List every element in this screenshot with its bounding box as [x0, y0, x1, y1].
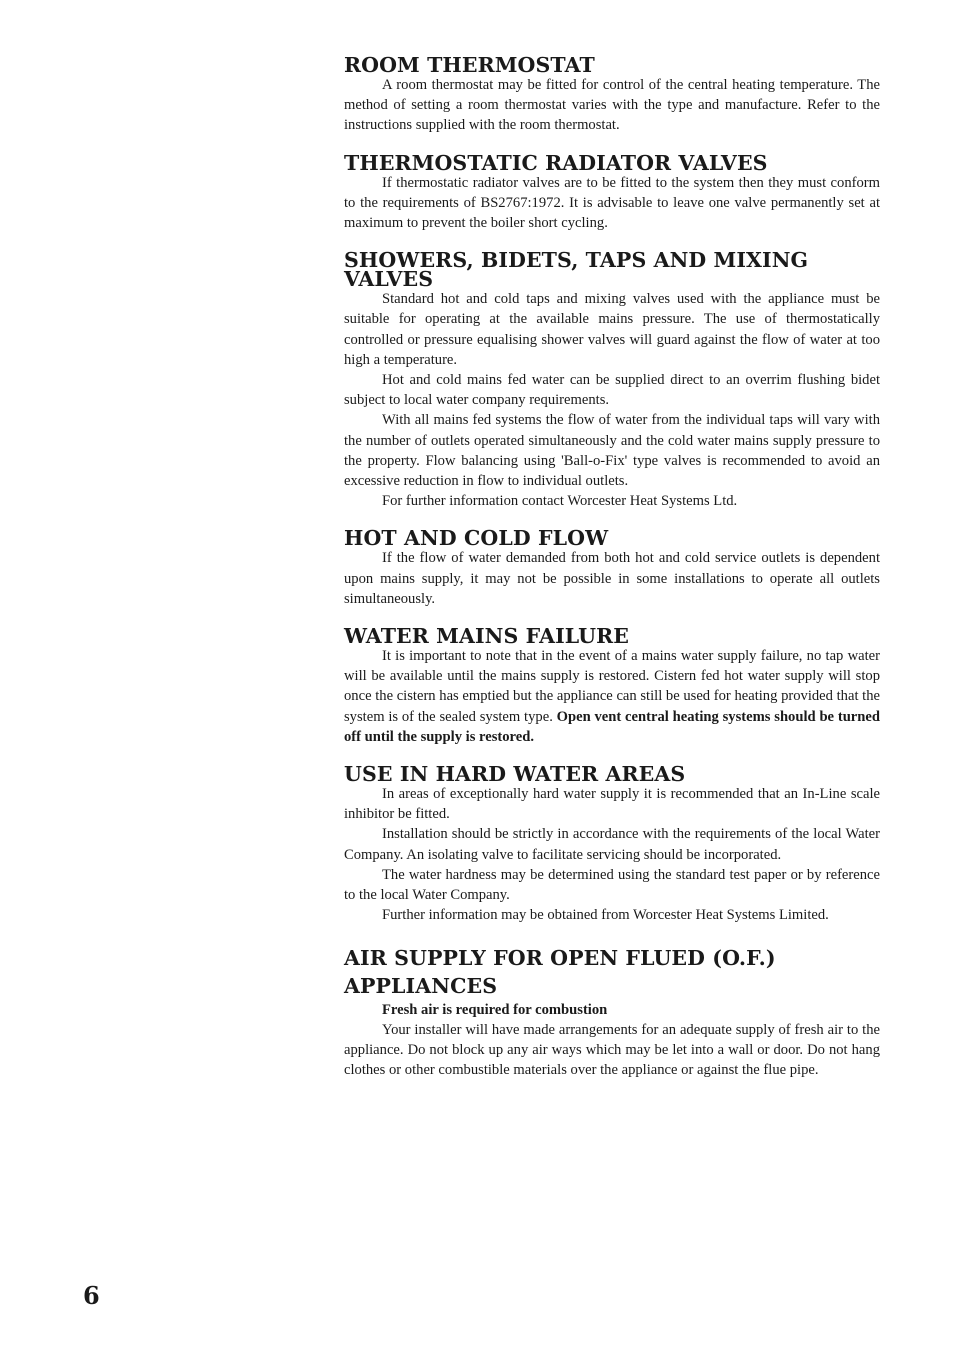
body-paragraph: With all mains fed systems the flow of water from the individual taps will vary with the number of outlets operated simultaneously and the cold water mains supply pressure to the property. Flow balancing using 'Ball-o-Fix' type valves is recommended to avoid an excessive reduction in flow to individual outlets. — [344, 412, 880, 490]
document-column — [344, 53, 880, 1098]
body-paragraph: Installation should be strictly in accordance with the requirements of the local Water Company. An isolating valve to facilitate servicing should be incorporated. — [344, 826, 880, 863]
section-hard-water-areas — [344, 762, 880, 925]
section-heading: WATER MAINS FAILURE — [344, 624, 629, 649]
body-paragraph: In areas of exceptionally hard water supply it is recommended that an In-Line scale inhibitor be fitted. — [344, 786, 880, 823]
section-water-mains-failure — [344, 624, 880, 747]
section-heading: HOT AND COLD FLOW — [344, 526, 609, 551]
body-paragraph: A room thermostat may be fitted for control of the central heating temperature. The method of setting a room thermostat varies with the type and manufacture. Refer to the instructions supplied with the room thermostat. — [344, 77, 880, 134]
body-paragraph: Hot and cold mains fed water can be supplied direct to an overrim flushing bidet subject to local water company requirements. — [344, 372, 880, 409]
body-paragraph: If thermostatic radiator valves are to be fitted to the system then they must conform to the requirements of BS2767:1972. It is advisable to leave one valve permanently set at maximum to prevent the boiler short cycling. — [344, 174, 880, 232]
section-air-supply — [344, 944, 880, 1081]
subheading: Fresh air is required for combustion — [382, 1001, 608, 1018]
section-room-thermostat — [344, 53, 880, 136]
body-paragraph — [344, 646, 880, 747]
body-paragraph: Standard hot and cold taps and mixing valves used with the appliance must be suitable for operating at the available mains pressure. The use of thermostatically controlled or pressure equalising shower valves will guard against the flow of water at too high a temperature. — [344, 291, 880, 368]
body-paragraph: If the flow of water demanded from both hot and cold service outlets is dependent upon mains supply, it may not be possible in some installations to operate all outlets simultaneously. — [344, 550, 880, 607]
body-paragraph: Further information may be obtained from Worcester Heat Systems Limited. — [382, 907, 829, 924]
paragraph-text: It is important to note that in the event of a mains water supply failure, no tap water will be available until the mains supply is restored. Cistern fed hot water supply will stop once the cistern has emptied but the appliance can still be used for heating provided that the system is of the sealed system type. — [344, 648, 880, 725]
body-paragraph: For further information contact Worcester Heat Systems Ltd. — [382, 493, 738, 510]
section-thermostatic-radiator-valves — [344, 150, 880, 234]
section-showers-bidets-taps — [344, 248, 880, 511]
section-heading: THERMOSTATIC RADIATOR VALVES — [344, 150, 768, 175]
section-heading: USE IN HARD WATER AREAS — [344, 762, 686, 787]
section-heading: ROOM THERMOSTAT — [344, 53, 595, 77]
body-paragraph: The water hardness may be determined using the standard test paper or by reference to the local Water Company. — [344, 866, 880, 904]
body-paragraph: Your installer will have made arrangements for an adequate supply of fresh air to the appliance. Do not block up any air ways which may be let into a wall or door. Do not hang clothes or other combustible materials over the appliance or against the flue pipe. — [344, 1021, 880, 1079]
section-heading: SHOWERS, BIDETS, TAPS AND MIXING VALVES — [344, 248, 809, 292]
warning-bold-text: Open vent central heating systems should be turned off until the supply is restored. — [344, 708, 880, 745]
page-number: 6 — [83, 1281, 100, 1310]
section-hot-and-cold-flow — [344, 526, 880, 609]
section-heading: AIR SUPPLY FOR OPEN FLUED (O.F.) APPLIANCES — [344, 945, 776, 998]
